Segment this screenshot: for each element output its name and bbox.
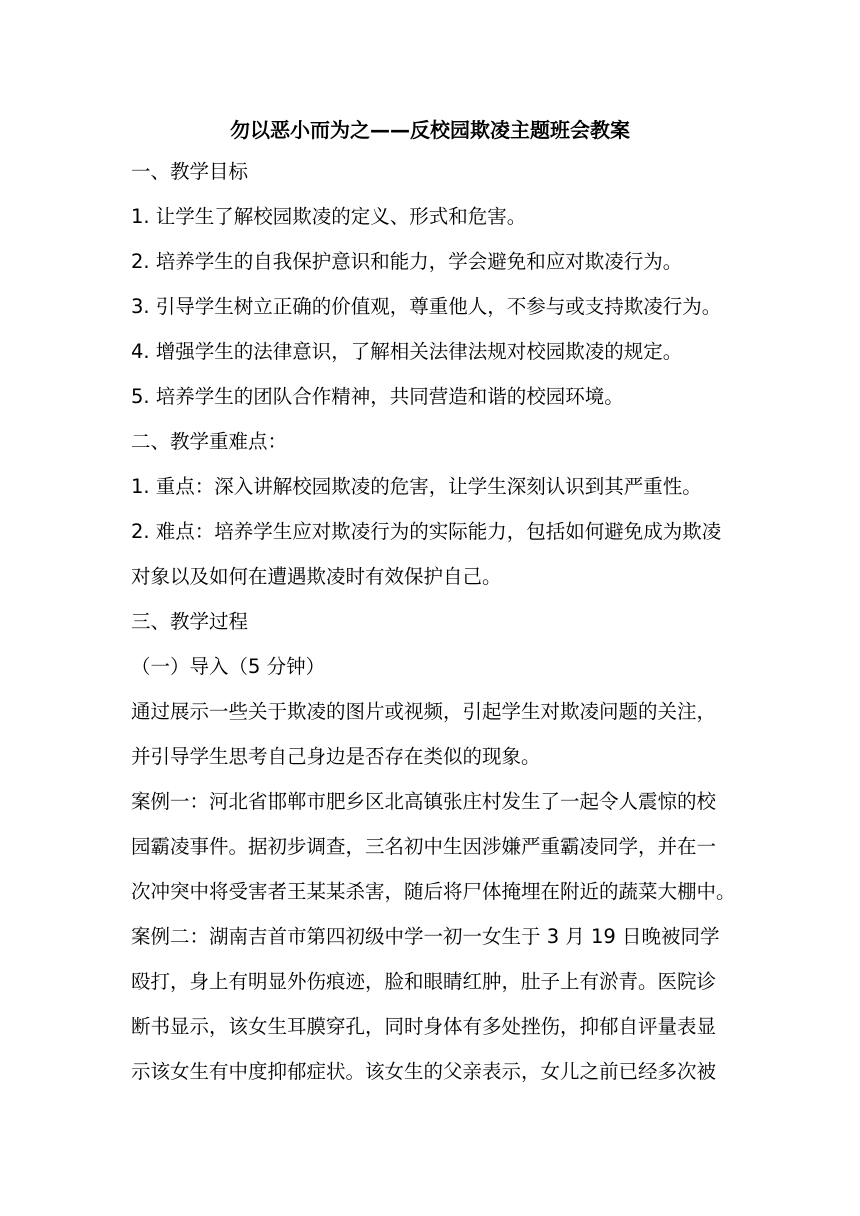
subsection-heading-intro: （一）导入（5 分钟）: [131, 655, 326, 678]
objective-item-2: 2. 培养学生的自我保护意识和能力，学会避免和应对欺凌行为。: [131, 250, 683, 273]
case-one-line: 园霸凌事件。据初步调查，三名初中生因涉嫌严重霸凌同学，并在一: [131, 835, 717, 858]
paragraph-line: 通过展示一些关于欺凌的图片或视频，引起学生对欺凌问题的关注，: [131, 700, 717, 723]
objective-item-1: 1. 让学生了解校园欺凌的定义、形式和危害。: [131, 205, 527, 228]
objective-item-4: 4. 增强学生的法律意识，了解相关法律法规对校园欺凌的规定。: [131, 340, 683, 363]
section-heading-key-points: 二、教学重难点：: [131, 430, 288, 453]
case-two-line: 示该女生有中度抑郁症状。该女生的父亲表示，女儿之前已经多次被: [131, 1060, 717, 1083]
objective-item-5: 5. 培养学生的团队合作精神，共同营造和谐的校园环境。: [131, 385, 624, 408]
case-one-line: 次冲突中将受害者王某某杀害，随后将尸体掩埋在附近的蔬菜大棚中。: [131, 880, 736, 903]
case-two-line: 断书显示，该女生耳膜穿孔，同时身体有多处挫伤，抑郁自评量表显: [131, 1015, 717, 1038]
section-heading-process: 三、教学过程: [131, 610, 249, 633]
case-one-line: 案例一：河北省邯郸市肥乡区北高镇张庄村发生了一起令人震惊的校: [131, 790, 717, 813]
case-two-line: 案例二：湖南吉首市第四初级中学一初一女生于 3 月 19 日晚被同学: [131, 925, 720, 948]
document-title: 勿以恶小而为之——反校园欺凌主题班会教案: [230, 118, 630, 142]
key-point-item-2: 2. 难点：培养学生应对欺凌行为的实际能力，包括如何避免成为欺凌: [131, 520, 722, 543]
objective-item-3: 3. 引导学生树立正确的价值观，尊重他人，不参与或支持欺凌行为。: [131, 295, 722, 318]
key-point-item-1: 1. 重点：深入讲解校园欺凌的危害，让学生深刻认识到其严重性。: [131, 475, 702, 498]
paragraph-line: 并引导学生思考自己身边是否存在类似的现象。: [131, 745, 541, 768]
key-point-item-2-continued: 对象以及如何在遭遇欺凌时有效保护自己。: [131, 565, 502, 588]
case-two-line: 殴打，身上有明显外伤痕迹，脸和眼睛红肿，肚子上有淤青。医院诊: [131, 970, 717, 993]
section-heading-objectives: 一、教学目标: [131, 160, 249, 183]
